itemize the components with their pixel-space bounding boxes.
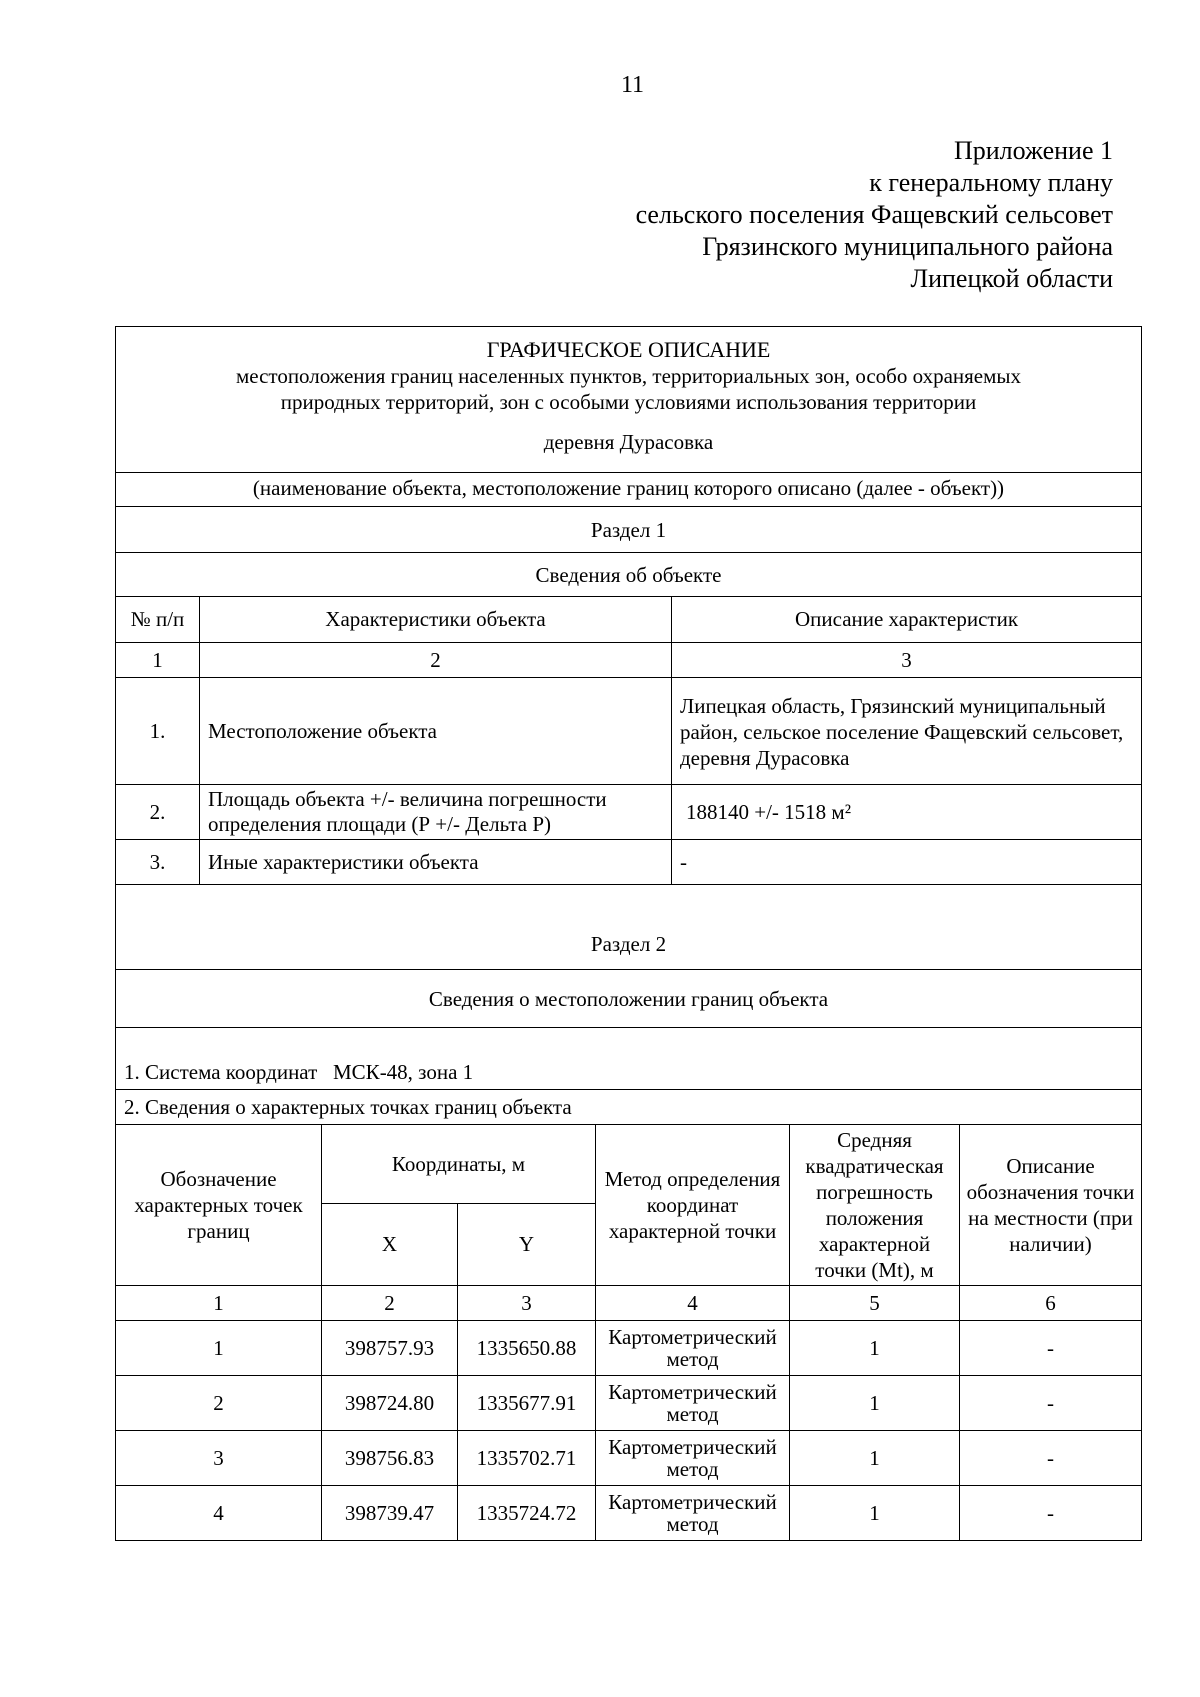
column-number: 2 bbox=[322, 1286, 458, 1320]
point-row bbox=[116, 1486, 1141, 1540]
column-number: 1 bbox=[116, 643, 200, 677]
object-caption: (наименование объекта, местоположение границ которого описано (далее - объект)) bbox=[116, 473, 1141, 507]
column-number: 5 bbox=[790, 1286, 960, 1320]
table-row bbox=[116, 678, 1141, 785]
point-method: Картометрический метод bbox=[596, 1321, 790, 1375]
point-x: 398724.80 bbox=[322, 1376, 458, 1430]
points-header bbox=[116, 1125, 1141, 1286]
column-number: 4 bbox=[596, 1286, 790, 1320]
point-y: 1335650.88 bbox=[458, 1321, 596, 1375]
column-number: 1 bbox=[116, 1286, 322, 1320]
point-id: 3 bbox=[116, 1431, 322, 1485]
appendix-line: сельского поселения Фащевский сельсовет bbox=[635, 200, 1113, 229]
section-1-title: Раздел 1 bbox=[116, 507, 1141, 553]
coordinate-system bbox=[116, 1028, 1141, 1090]
column-header-description: Описание обозначения точки на местности (при наличии) bbox=[966, 1154, 1135, 1256]
column-header: Характеристики объекта bbox=[200, 597, 672, 642]
object-name: деревня Дурасовка bbox=[543, 430, 714, 454]
point-x: 398756.83 bbox=[322, 1431, 458, 1485]
column-number: 6 bbox=[1045, 1290, 1056, 1315]
column-header-point: Обозначение характерных точек границ bbox=[116, 1125, 322, 1285]
characteristic-value: Липецкая область, Грязинский муниципальный район, сельское поселение Фащевский сельсовет, деревня Дурасовка bbox=[680, 694, 1124, 770]
point-description: - bbox=[1047, 1335, 1054, 1360]
point-row bbox=[116, 1376, 1141, 1431]
coords-label: Координаты, м bbox=[322, 1125, 595, 1204]
point-x: 398739.47 bbox=[322, 1486, 458, 1540]
column-header-coords bbox=[322, 1125, 596, 1285]
point-y: 1335702.71 bbox=[458, 1431, 596, 1485]
column-header-y: Y bbox=[518, 1232, 535, 1256]
point-row bbox=[116, 1321, 1141, 1376]
appendix-line: Липецкой области bbox=[910, 264, 1113, 293]
point-method: Картометрический метод bbox=[596, 1486, 790, 1540]
point-row bbox=[116, 1431, 1141, 1486]
point-method: Картометрический метод bbox=[596, 1376, 790, 1430]
point-description: - bbox=[1047, 1500, 1054, 1525]
appendix-header bbox=[636, 135, 1113, 295]
column-header: № п/п bbox=[116, 597, 200, 642]
section-1-number-row bbox=[116, 643, 1141, 678]
form-subtitle: природных территорий, зон с особыми условиями использования территории bbox=[280, 390, 977, 414]
point-error: 1 bbox=[790, 1431, 960, 1485]
appendix-line: Приложение 1 bbox=[953, 136, 1113, 165]
characteristic-name: Площадь объекта +/- величина погрешности определения площади (Р +/- Дельта Р) bbox=[200, 785, 672, 839]
table-row bbox=[116, 840, 1141, 885]
points-title: 2. Сведения о характерных точках границ объекта bbox=[116, 1090, 1141, 1125]
page-number: 11 bbox=[620, 72, 645, 98]
point-error: 1 bbox=[790, 1321, 960, 1375]
column-number: 3 bbox=[901, 647, 912, 672]
row-number: 3. bbox=[116, 840, 200, 884]
form-header bbox=[116, 327, 1141, 473]
section-1-subtitle: Сведения об объекте bbox=[116, 553, 1141, 597]
column-header-x: X bbox=[322, 1204, 458, 1285]
point-description: - bbox=[1047, 1390, 1054, 1415]
row-number: 2. bbox=[116, 785, 200, 839]
point-y: 1335724.72 bbox=[458, 1486, 596, 1540]
row-number: 1. bbox=[116, 678, 200, 784]
section-2-title bbox=[116, 885, 1141, 970]
characteristic-value: 188140 +/- 1518 м² bbox=[686, 799, 852, 824]
section-2-title-text: Раздел 2 bbox=[590, 932, 667, 956]
column-number: 2 bbox=[200, 643, 672, 677]
characteristic-value: - bbox=[680, 849, 687, 874]
column-header-error: Средняя квадратическая погрешность положения характерной точки (Mt), м bbox=[790, 1125, 960, 1285]
characteristic-name: Местоположение объекта bbox=[200, 678, 672, 784]
column-header-method: Метод определения координат характерной точки bbox=[596, 1125, 790, 1285]
characteristic-name: Иные характеристики объекта bbox=[200, 840, 672, 884]
section-1-header-row bbox=[116, 597, 1141, 643]
appendix-line: Грязинского муниципального района bbox=[702, 232, 1113, 261]
column-number: 3 bbox=[458, 1286, 596, 1320]
description-form bbox=[115, 326, 1142, 1541]
point-id: 4 bbox=[116, 1486, 322, 1540]
column-header: Описание характеристик bbox=[794, 607, 1019, 631]
section-2-subtitle: Сведения о местоположении границ объекта bbox=[116, 970, 1141, 1028]
coordinate-system-text: 1. Система координат МСК-48, зона 1 bbox=[124, 1060, 474, 1084]
form-title: ГРАФИЧЕСКОЕ ОПИСАНИЕ bbox=[486, 337, 771, 362]
point-method: Картометрический метод bbox=[596, 1431, 790, 1485]
appendix-line: к генеральному плану bbox=[869, 168, 1113, 197]
point-id: 1 bbox=[116, 1321, 322, 1375]
point-y: 1335677.91 bbox=[458, 1376, 596, 1430]
form-subtitle: местоположения границ населенных пунктов, территориальных зон, особо охраняемых bbox=[235, 364, 1022, 388]
point-description: - bbox=[1047, 1445, 1054, 1470]
table-row bbox=[116, 785, 1141, 840]
point-x: 398757.93 bbox=[322, 1321, 458, 1375]
points-number-row bbox=[116, 1286, 1141, 1321]
point-id: 2 bbox=[116, 1376, 322, 1430]
point-error: 1 bbox=[790, 1486, 960, 1540]
point-error: 1 bbox=[790, 1376, 960, 1430]
